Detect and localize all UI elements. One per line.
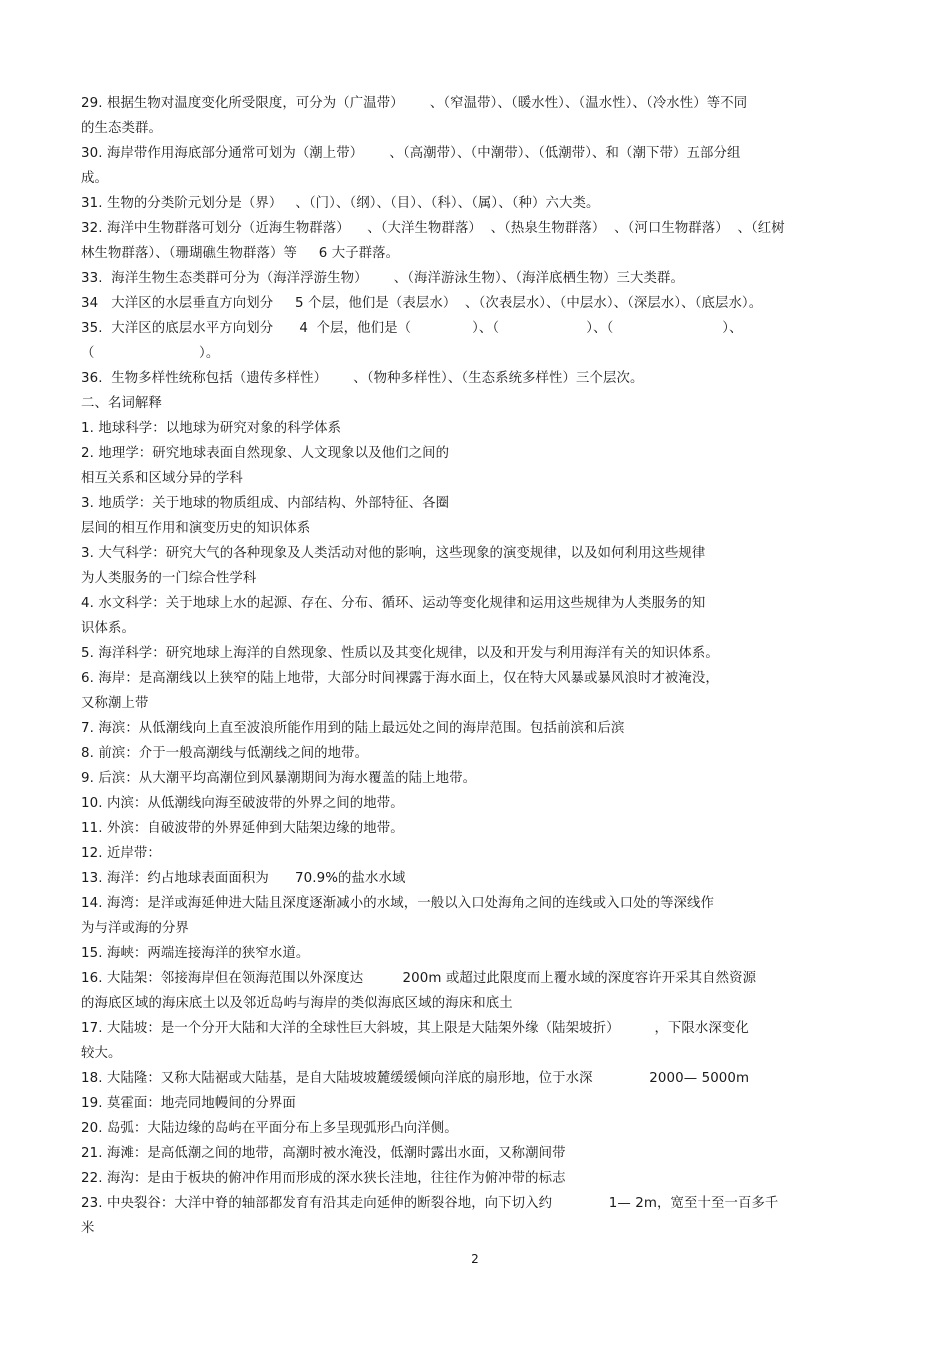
text-line: 36. 生物多样性统称包括（遗传多样性） 、（物种多样性）、（生态系统多样性）三个层次。 bbox=[81, 371, 644, 386]
text-line: 1. 地球科学：以地球为研究对象的科学体系 bbox=[81, 421, 342, 436]
text-line: 2. 地理学：研究地球表面自然现象、人文现象以及他们之间的 bbox=[81, 446, 450, 461]
text-line: 29. 根据生物对温度变化所受限度，可分为（广温带） 、（窄温带）、（暖水性）、（温水性）、（冷水性）等不同 bbox=[81, 96, 748, 111]
text-line: 13. 海洋：约占地球表面面积为 70.9%的盐水水域 bbox=[81, 871, 406, 886]
text-line: 为与洋或海的分界 bbox=[81, 921, 189, 936]
text-line: 层间的相互作用和演变历史的知识体系 bbox=[81, 521, 311, 536]
text-line: 33. 海洋生物生态类群可分为（海洋浮游生物） 、（海洋游泳生物）、（海洋底栖生物）三大类群。 bbox=[81, 271, 684, 286]
text-line: 20. 岛弧：大陆边缘的岛屿在平面分布上多呈现弧形凸向洋侧。 bbox=[81, 1121, 458, 1136]
text-line: （ ）。 bbox=[81, 346, 220, 361]
text-line: 11. 外滨：自破波带的外界延伸到大陆架边缘的地带。 bbox=[81, 821, 404, 836]
text-line: 3. 大气科学：研究大气的各种现象及人类活动对他的影响，这些现象的演变规律，以及如何利用这些规律 bbox=[81, 546, 706, 561]
text-line: 6. 海岸：是高潮线以上狭窄的陆上地带，大部分时间裸露于海水面上，仅在特大风暴或暴风浪时才被淹没， bbox=[81, 671, 719, 686]
text-line: 成。 bbox=[81, 171, 108, 186]
text-line: 15. 海峡：两端连接海洋的狭窄水道。 bbox=[81, 946, 310, 961]
text-line: 12. 近岸带： bbox=[81, 846, 161, 861]
text-line: 34 大洋区的水层垂直方向划分 5 个层，他们是（表层水） 、（次表层水）、（中层水）、（深层水）、（底层水）。 bbox=[81, 296, 763, 311]
text-line: 16. 大陆架：邻接海岸但在领海范围以外深度达 200m 或超过此限度而上覆水域的深度容许开采其自然资源 bbox=[81, 971, 757, 986]
text-line: 17. 大陆坡：是一个分开大陆和大洋的全球性巨大斜坡，其上限是大陆架外缘（陆架坡折） ，下限水深变化 bbox=[81, 1021, 749, 1036]
section-heading: 二、名词解释 bbox=[81, 396, 162, 411]
text-line: 的海底区域的海床底土以及邻近岛屿与海岸的类似海底区域的海床和底土 bbox=[81, 996, 513, 1011]
text-line: 林生物群落）、（珊瑚礁生物群落）等 6 大子群落。 bbox=[81, 246, 400, 261]
text-line: 又称潮上带 bbox=[81, 696, 149, 711]
text-line: 9. 后滨：从大潮平均高潮位到风暴潮期间为海水覆盖的陆上地带。 bbox=[81, 771, 477, 786]
text-line: 识体系。 bbox=[81, 621, 135, 636]
text-line: 7. 海滨：从低潮线向上直至波浪所能作用到的陆上最远处之间的海岸范围。包括前滨和后滨 bbox=[81, 721, 625, 736]
text-line: 的生态类群。 bbox=[81, 121, 162, 136]
text-line: 8. 前滨：介于一般高潮线与低潮线之间的地带。 bbox=[81, 746, 369, 761]
page-number: 2 bbox=[471, 1252, 479, 1266]
text-line: 为人类服务的一门综合性学科 bbox=[81, 571, 257, 586]
text-line: 32. 海洋中生物群落可划分（近海生物群落） 、（大洋生物群落） 、（热泉生物群落） 、（河口生物群落） 、（红树 bbox=[81, 221, 785, 236]
text-line: 35. 大洋区的底层水平方向划分 4 个层，他们是（ ）、（ ）、（ ）、 bbox=[81, 321, 743, 336]
text-line: 23. 中央裂谷：大洋中脊的轴部都发育有沿其走向延伸的断裂谷地，向下切入约 1— 2m，宽至十至一百多千 bbox=[81, 1196, 779, 1211]
text-line: 米 bbox=[81, 1221, 95, 1236]
text-line: 18. 大陆隆：又称大陆裾或大陆基，是自大陆坡坡麓缓缓倾向洋底的扇形地，位于水深 2000— 5000m bbox=[81, 1071, 750, 1086]
text-line: 较大。 bbox=[81, 1046, 122, 1061]
text-line: 10. 内滨：从低潮线向海至破波带的外界之间的地带。 bbox=[81, 796, 404, 811]
text-line: 19. 莫霍面：地壳同地幔间的分界面 bbox=[81, 1096, 296, 1111]
text-line: 22. 海沟：是由于板块的俯冲作用而形成的深水狭长洼地，往往作为俯冲带的标志 bbox=[81, 1171, 566, 1186]
text-line: 4. 水文科学：关于地球上水的起源、存在、分布、循环、运动等变化规律和运用这些规律为人类服务的知 bbox=[81, 596, 706, 611]
text-line: 5. 海洋科学：研究地球上海洋的自然现象、性质以及其变化规律，以及和开发与利用海洋有关的知识体系。 bbox=[81, 646, 719, 661]
text-line: 相互关系和区域分异的学科 bbox=[81, 471, 243, 486]
text-line: 21. 海滩：是高低潮之间的地带，高潮时被水淹没，低潮时露出水面，又称潮间带 bbox=[81, 1146, 566, 1161]
text-line: 3. 地质学：关于地球的物质组成、内部结构、外部特征、各圈 bbox=[81, 496, 450, 511]
text-line: 14. 海湾：是洋或海延伸进大陆且深度逐渐减小的水域，一般以入口处海角之间的连线或入口处的等深线作 bbox=[81, 896, 715, 911]
text-line: 31. 生物的分类阶元划分是（界） 、（门）、（纲）、（目）、（科）、（属）、（种）六大类。 bbox=[81, 196, 600, 211]
text-line: 30. 海岸带作用海底部分通常可划为（潮上带） 、（高潮带）、（中潮带）、（低潮带）、和（潮下带）五部分组 bbox=[81, 146, 741, 161]
